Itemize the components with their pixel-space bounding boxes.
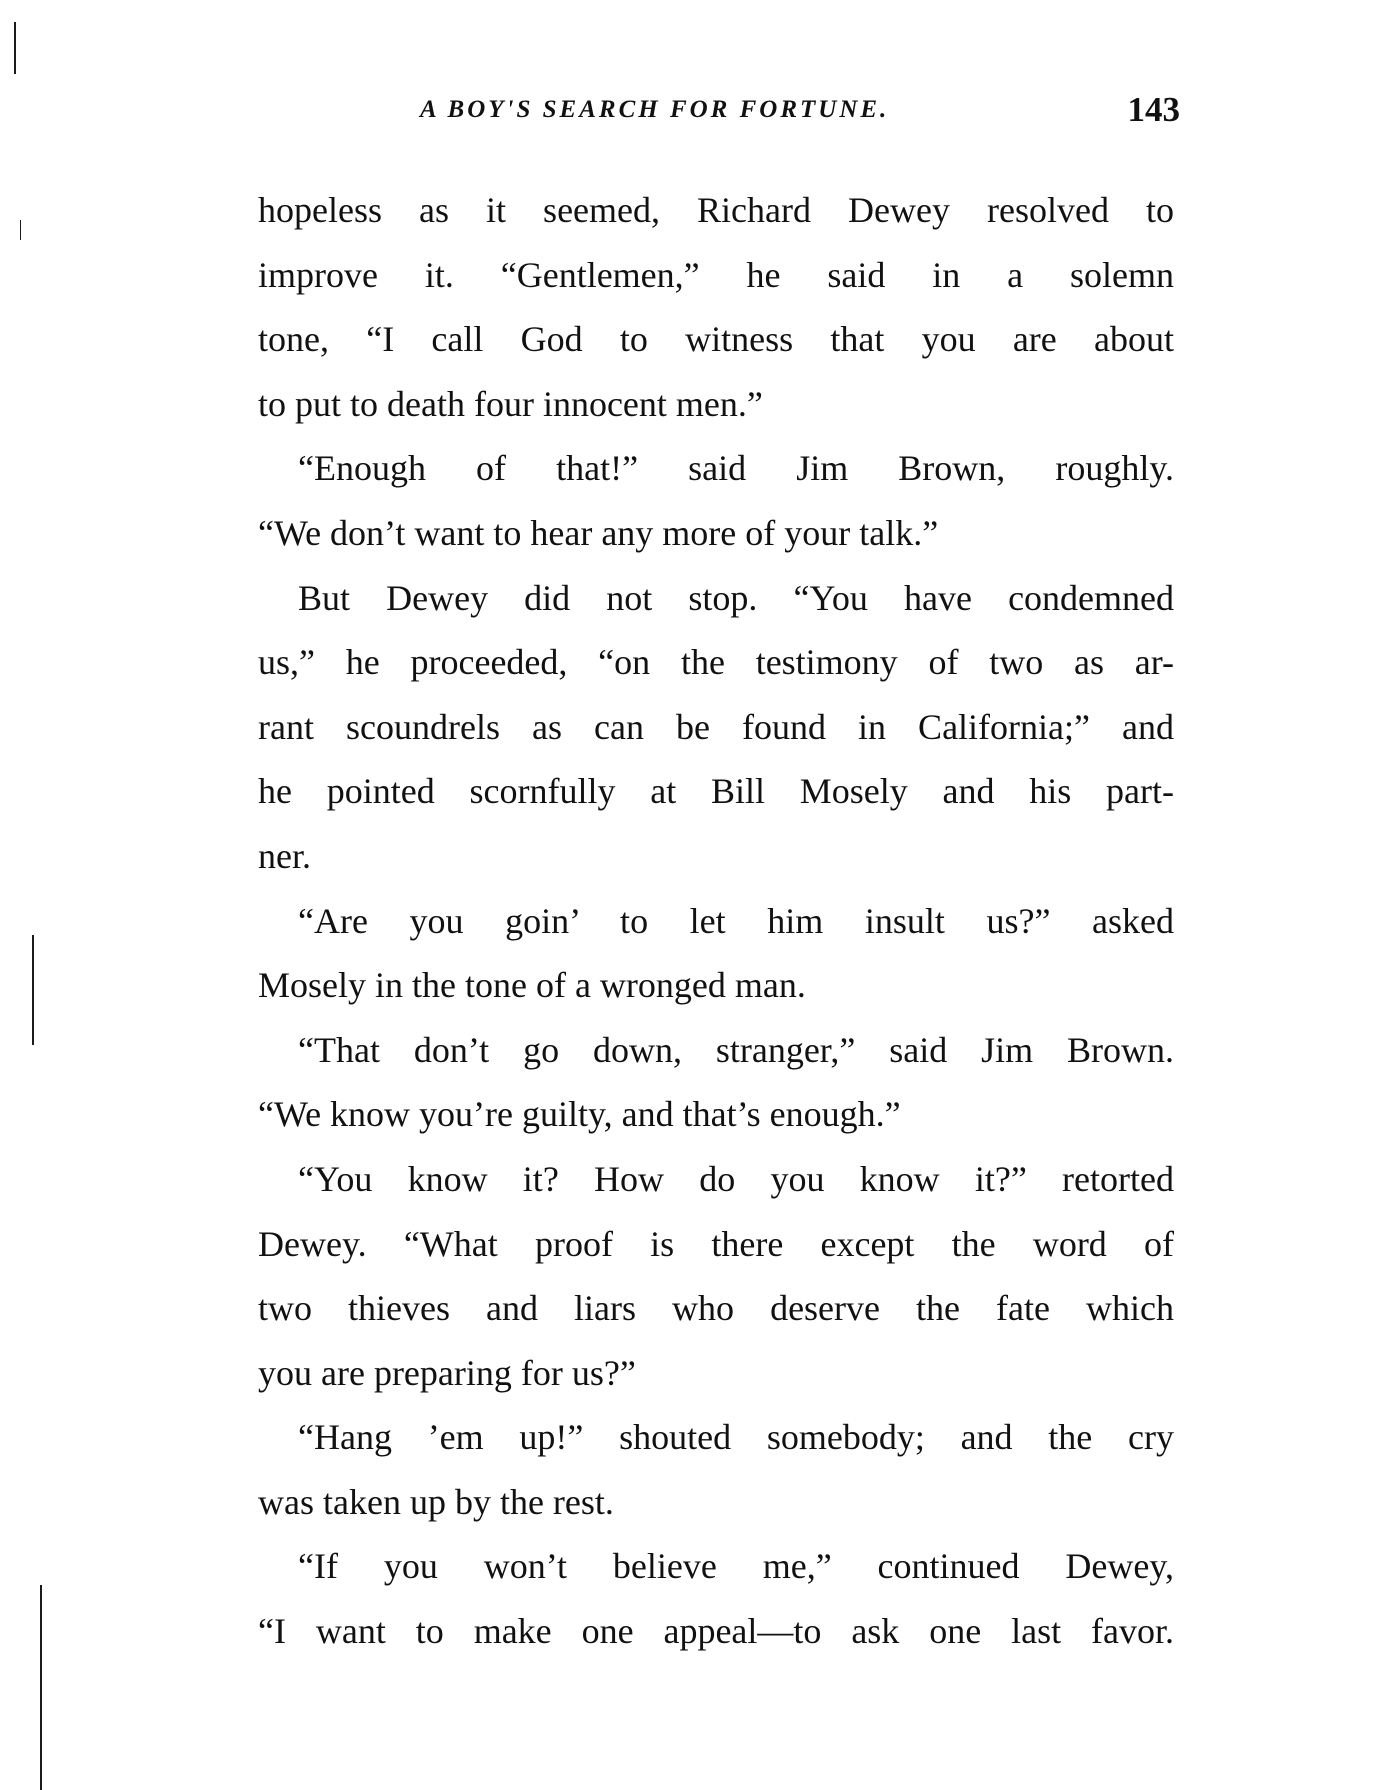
text-line: Dewey. “What proof is there except the word of <box>258 1223 1174 1264</box>
text-line: “Enough of that!” said Jim Brown, roughly. <box>298 448 1174 489</box>
scan-artifact <box>20 220 21 240</box>
text-line: improve it. “Gentlemen,” he said in a solemn <box>258 254 1174 295</box>
text-line: two thieves and liars who deserve the fate which <box>258 1288 1174 1329</box>
text-line: “That don’t go down, stranger,” said Jim Brown. <box>298 1029 1174 1070</box>
text-line: was taken up by the rest. <box>258 1481 614 1522</box>
text-line: rant scoundrels as can be found in California;” and <box>258 706 1174 747</box>
text-line: ner. <box>258 835 311 876</box>
text-line: tone, “I call God to witness that you are about <box>258 319 1174 360</box>
text-line: “If you won’t believe me,” continued Dewey, <box>298 1546 1174 1587</box>
text-line: you are preparing for us?” <box>258 1352 636 1393</box>
scan-artifact <box>32 935 34 1045</box>
text-line: “You know it? How do you know it?” retorted <box>298 1158 1174 1199</box>
text-line: Mosely in the tone of a wronged man. <box>258 965 806 1006</box>
running-title: A BOY'S SEARCH FOR FORTUNE. <box>420 96 890 123</box>
text-line: he pointed scornfully at Bill Mosely and his part- <box>258 771 1174 812</box>
text-line: “We know you’re guilty, and that’s enough.” <box>258 1094 901 1135</box>
text-line: hopeless as it seemed, Richard Dewey resolved to <box>258 190 1174 230</box>
page-number: 143 <box>1127 90 1180 129</box>
scan-artifact <box>14 22 16 74</box>
scan-artifact <box>40 1585 42 1790</box>
text-line: But Dewey did not stop. “You have condemned <box>298 577 1174 618</box>
text-line: “We don’t want to hear any more of your talk.” <box>258 512 939 553</box>
body-text <box>258 178 1174 1664</box>
text-line: us,” he proceeded, “on the testimony of two as ar- <box>258 642 1174 683</box>
text-line: “Hang ’em up!” shouted somebody; and the cry <box>298 1417 1174 1458</box>
text-line: “I want to make one appeal—to ask one last favor. <box>258 1611 1174 1652</box>
text-line: to put to death four innocent men.” <box>258 383 763 424</box>
text-line: “Are you goin’ to let him insult us?” asked <box>298 900 1174 941</box>
running-head <box>420 90 1180 136</box>
